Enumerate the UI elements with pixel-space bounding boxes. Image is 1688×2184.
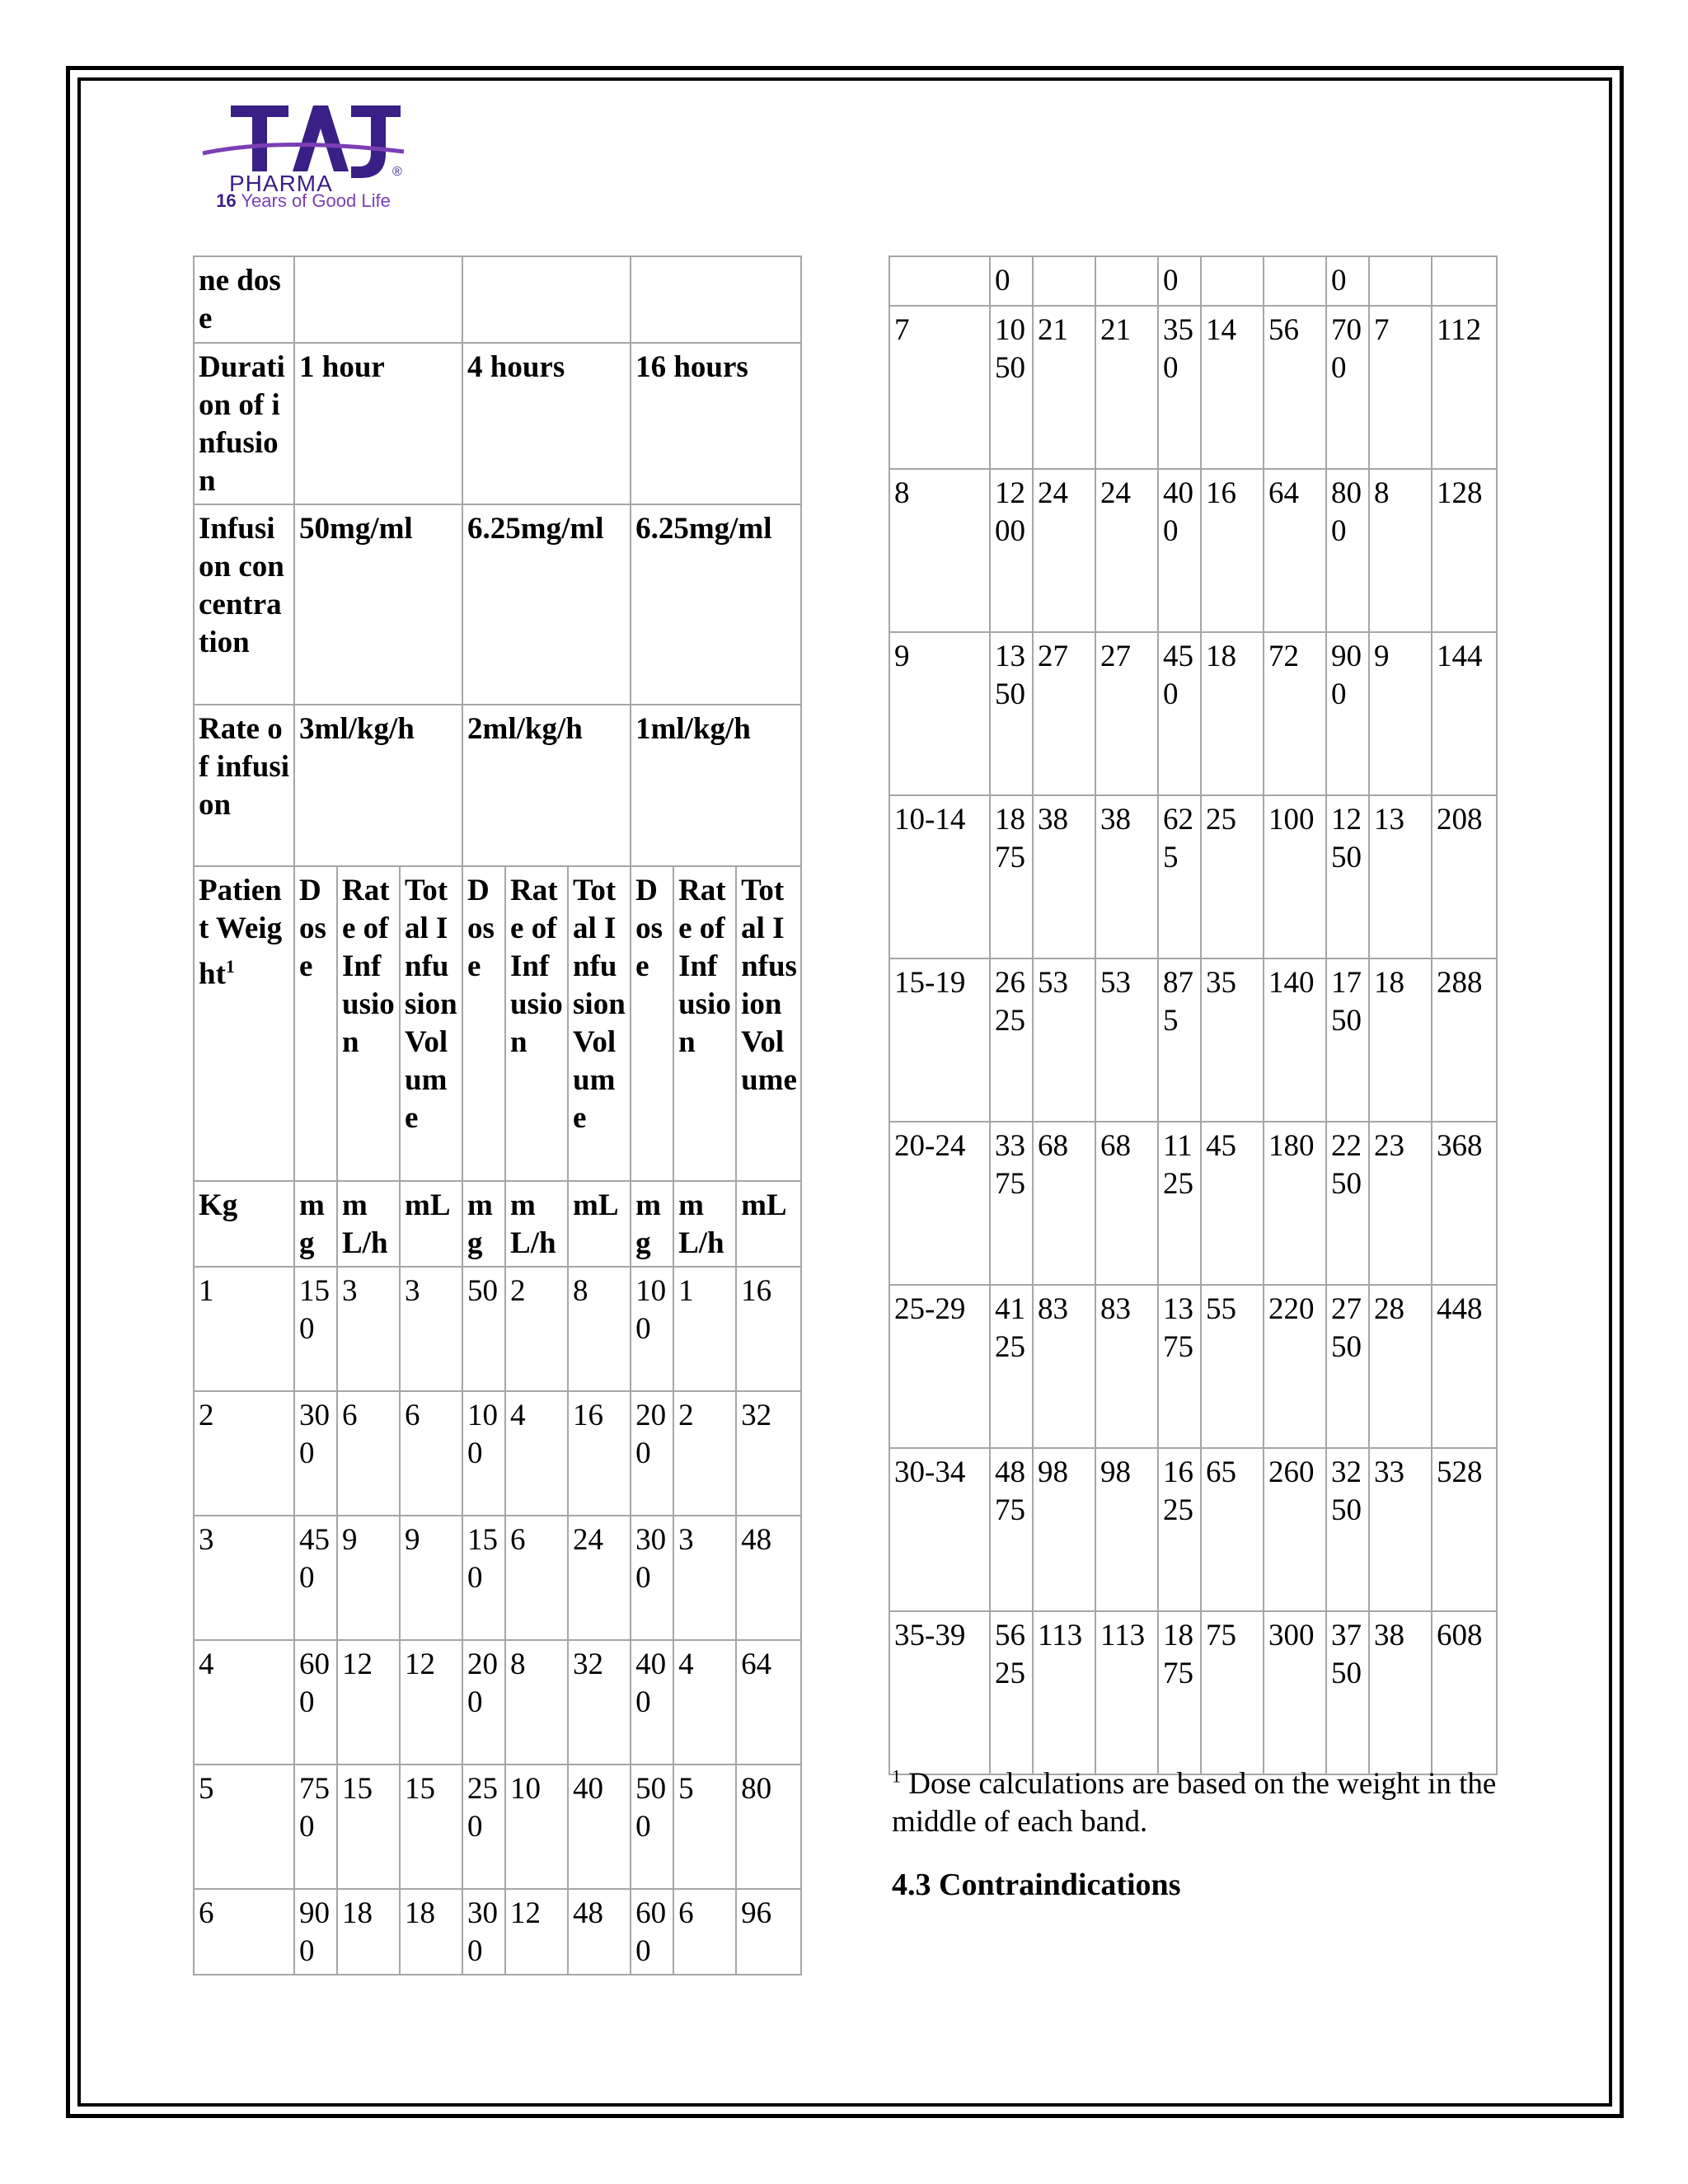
table-cell: 6	[337, 1391, 400, 1516]
table-cell: 300	[631, 1516, 673, 1640]
table-cell: 53	[1033, 958, 1095, 1122]
table-cell: 8	[889, 469, 990, 632]
table-cell: 68	[1095, 1122, 1158, 1285]
table-cell: 1875	[990, 795, 1033, 958]
table-cell: 1	[673, 1267, 736, 1391]
row-label: Rate of infusion	[194, 705, 294, 866]
column-header: Total Infusion Volume	[400, 866, 462, 1181]
table-row	[194, 1267, 801, 1391]
table-cell: 600	[631, 1889, 673, 1975]
table-row	[194, 1516, 801, 1640]
table-cell: 16	[1201, 469, 1264, 632]
table-row	[194, 1640, 801, 1765]
table-cell: 16	[736, 1267, 801, 1391]
table-cell: 6	[400, 1391, 462, 1516]
table-cell: 5	[194, 1765, 294, 1889]
table-cell: 0	[1326, 256, 1369, 306]
table-cell: 55	[1201, 1285, 1264, 1448]
table-cell: 53	[1095, 958, 1158, 1122]
table-cell: 4	[194, 1640, 294, 1765]
table-cell: 140	[1264, 958, 1326, 1122]
table-cell: 300	[294, 1391, 337, 1516]
table-cell: 2ml/kg/h	[462, 705, 631, 866]
table-cell: 500	[631, 1765, 673, 1889]
unit-cell: mL	[736, 1181, 801, 1267]
svg-text:®: ®	[392, 165, 402, 179]
table-cell: 2	[194, 1391, 294, 1516]
column-header-patient-weight: Patient Weight$^1$	[194, 866, 294, 1181]
table-cell: 9	[1369, 632, 1432, 795]
table-cell: 25-29	[889, 1285, 990, 1448]
table-cell: 300	[1264, 1611, 1326, 1774]
table-cell: 16 hours	[631, 343, 801, 504]
table-row	[194, 256, 801, 343]
table-cell: 72	[1264, 632, 1326, 795]
table-cell: 12	[400, 1640, 462, 1765]
table-cell: 21	[1033, 306, 1095, 469]
table-row	[889, 795, 1497, 958]
table-cell: 350	[1158, 306, 1201, 469]
table-cell: 180	[1264, 1122, 1326, 1285]
table-cell: 80	[736, 1765, 801, 1889]
unit-cell: mL/h	[673, 1181, 736, 1267]
table-cell: 6.25mg/ml	[462, 504, 631, 705]
table-row	[194, 705, 801, 866]
dosing-table-right	[889, 255, 1498, 1775]
table-cell: 1ml/kg/h	[631, 705, 801, 866]
table-cell: 45	[1201, 1122, 1264, 1285]
table-row	[889, 1611, 1497, 1774]
table-row	[889, 1285, 1497, 1448]
table-cell: 18	[1369, 958, 1432, 1122]
table-cell: 113	[1033, 1611, 1095, 1774]
table-cell: 1625	[1158, 1448, 1201, 1611]
logo-tagline: 16 Years of Good Life	[216, 190, 391, 211]
dosing-table-left	[193, 255, 802, 1975]
table-cell: 400	[1158, 469, 1201, 632]
table-cell: 700	[1326, 306, 1369, 469]
table-cell: 528	[1432, 1448, 1497, 1611]
table-row	[889, 256, 1497, 306]
column-header-row	[194, 866, 801, 1181]
table-cell: 2625	[990, 958, 1033, 1122]
table-cell: 48	[736, 1516, 801, 1640]
table-cell	[889, 256, 990, 306]
table-row	[194, 1765, 801, 1889]
table-cell: 56	[1264, 306, 1326, 469]
table-cell: 50	[462, 1267, 505, 1391]
column-header: Dose	[294, 866, 337, 1181]
table-cell: 6	[505, 1516, 568, 1640]
table-cell: 450	[294, 1516, 337, 1640]
table-cell: 3375	[990, 1122, 1033, 1285]
table-cell: 220	[1264, 1285, 1326, 1448]
table-cell: 15	[337, 1765, 400, 1889]
table-cell	[1201, 256, 1264, 306]
unit-cell: mL	[400, 1181, 462, 1267]
column-header: Total Infusion Volume	[568, 866, 631, 1181]
table-cell: 368	[1432, 1122, 1497, 1285]
unit-cell: Kg	[194, 1181, 294, 1267]
table-cell: 16	[568, 1391, 631, 1516]
table-cell: 0	[990, 256, 1033, 306]
table-cell: 38	[1095, 795, 1158, 958]
table-cell	[1432, 256, 1497, 306]
table-cell: 24	[1033, 469, 1095, 632]
table-cell: 96	[736, 1889, 801, 1975]
table-cell: 150	[294, 1267, 337, 1391]
table-cell: 12	[337, 1640, 400, 1765]
table-cell: 18	[337, 1889, 400, 1975]
table-cell	[1264, 256, 1326, 306]
table-row	[889, 1122, 1497, 1285]
table-cell: 112	[1432, 306, 1497, 469]
table-cell: 30-34	[889, 1448, 990, 1611]
table-cell: 448	[1432, 1285, 1497, 1448]
table-cell: 25	[1201, 795, 1264, 958]
table-cell: 288	[1432, 958, 1497, 1122]
table-cell: 4875	[990, 1448, 1033, 1611]
unit-cell: mg	[631, 1181, 673, 1267]
row-label: Duration of infusion	[194, 343, 294, 504]
table-cell: 200	[462, 1640, 505, 1765]
table-cell: 900	[1326, 632, 1369, 795]
table-cell: 144	[1432, 632, 1497, 795]
table-cell: 3750	[1326, 1611, 1369, 1774]
column-header: Rate of Infusion	[337, 866, 400, 1181]
table-cell: 3	[400, 1267, 462, 1391]
table-cell: 260	[1264, 1448, 1326, 1611]
table-cell: 2	[673, 1391, 736, 1516]
table-row	[889, 632, 1497, 795]
unit-cell: mL	[568, 1181, 631, 1267]
table-cell: 12	[505, 1889, 568, 1975]
table-cell: 3	[673, 1516, 736, 1640]
footnote: $^1$ Dose calculations are based on the weight in the middle of each band.	[892, 1765, 1497, 1839]
table-cell: 5	[673, 1765, 736, 1889]
table-cell: 7	[1369, 306, 1432, 469]
column-header: Total Infusion Volume	[736, 866, 801, 1181]
unit-cell: mL/h	[505, 1181, 568, 1267]
table-cell: 10-14	[889, 795, 990, 958]
table-cell: 98	[1095, 1448, 1158, 1611]
table-cell: 3ml/kg/h	[294, 705, 462, 866]
table-cell: 450	[1158, 632, 1201, 795]
table-cell: 200	[631, 1391, 673, 1516]
table-cell: 20-24	[889, 1122, 990, 1285]
logo-pharma-text: PHARMA	[229, 171, 333, 196]
table-cell: 4125	[990, 1285, 1033, 1448]
table-cell: 75	[1201, 1611, 1264, 1774]
table-cell: 1	[194, 1267, 294, 1391]
table-cell: 4	[673, 1640, 736, 1765]
table-cell: 13	[1369, 795, 1432, 958]
table-cell: 8	[1369, 469, 1432, 632]
table-cell: 35-39	[889, 1611, 990, 1774]
table-cell: 40	[568, 1765, 631, 1889]
table-cell: 6	[673, 1889, 736, 1975]
table-cell: 1050	[990, 306, 1033, 469]
table-cell: 900	[294, 1889, 337, 1975]
table-cell: 5625	[990, 1611, 1033, 1774]
table-cell	[462, 256, 631, 343]
table-row	[194, 343, 801, 504]
table-cell: 750	[294, 1765, 337, 1889]
table-cell: 3	[194, 1516, 294, 1640]
column-header: Dose	[631, 866, 673, 1181]
table-cell: 32	[568, 1640, 631, 1765]
table-cell: 2750	[1326, 1285, 1369, 1448]
table-cell: 98	[1033, 1448, 1095, 1611]
table-cell	[1095, 256, 1158, 306]
column-header: Dose	[462, 866, 505, 1181]
table-cell: 65	[1201, 1448, 1264, 1611]
table-cell: 6.25mg/ml	[631, 504, 801, 705]
column-header: Rate of Infusion	[505, 866, 568, 1181]
table-cell: 9	[889, 632, 990, 795]
table-cell: 150	[462, 1516, 505, 1640]
table-cell: 300	[462, 1889, 505, 1975]
table-cell: 38	[1033, 795, 1095, 958]
table-cell: 1200	[990, 469, 1033, 632]
table-cell: 21	[1095, 306, 1158, 469]
table-cell: 100	[462, 1391, 505, 1516]
table-row	[194, 504, 801, 705]
table-cell: 83	[1033, 1285, 1095, 1448]
unit-cell: mg	[462, 1181, 505, 1267]
table-cell: 48	[568, 1889, 631, 1975]
table-cell: 50mg/ml	[294, 504, 462, 705]
table-cell: 113	[1095, 1611, 1158, 1774]
table-cell: 128	[1432, 469, 1497, 632]
table-cell: 3	[337, 1267, 400, 1391]
table-cell: 10	[505, 1765, 568, 1889]
table-cell	[1033, 256, 1095, 306]
table-cell: 15-19	[889, 958, 990, 1122]
table-cell: 23	[1369, 1122, 1432, 1285]
table-cell: 1375	[1158, 1285, 1201, 1448]
table-cell: 9	[337, 1516, 400, 1640]
table-cell: 400	[631, 1640, 673, 1765]
table-cell: 800	[1326, 469, 1369, 632]
table-cell: 3250	[1326, 1448, 1369, 1611]
table-cell: 8	[505, 1640, 568, 1765]
row-label: Infusion concentration	[194, 504, 294, 705]
unit-cell: mL/h	[337, 1181, 400, 1267]
table-cell: 100	[631, 1267, 673, 1391]
table-cell: 100	[1264, 795, 1326, 958]
table-row	[194, 1391, 801, 1516]
table-row	[194, 1889, 801, 1975]
table-cell: 1750	[1326, 958, 1369, 1122]
table-row	[889, 306, 1497, 469]
table-cell: 600	[294, 1640, 337, 1765]
table-cell: 250	[462, 1765, 505, 1889]
table-cell: 1875	[1158, 1611, 1201, 1774]
table-cell: 8	[568, 1267, 631, 1391]
table-cell: 68	[1033, 1122, 1095, 1285]
table-cell: 64	[1264, 469, 1326, 632]
table-cell: 27	[1033, 632, 1095, 795]
table-cell: 608	[1432, 1611, 1497, 1774]
table-cell: 35	[1201, 958, 1264, 1122]
table-cell: 24	[1095, 469, 1158, 632]
table-cell: 28	[1369, 1285, 1432, 1448]
table-cell: 15	[400, 1765, 462, 1889]
unit-row	[194, 1181, 801, 1267]
table-cell: 625	[1158, 795, 1201, 958]
table-cell	[1369, 256, 1432, 306]
table-row	[889, 469, 1497, 632]
table-row	[889, 1448, 1497, 1611]
table-cell: 33	[1369, 1448, 1432, 1611]
table-cell	[294, 256, 462, 343]
table-cell: 27	[1095, 632, 1158, 795]
unit-cell: mg	[294, 1181, 337, 1267]
table-cell: 14	[1201, 306, 1264, 469]
table-cell: 38	[1369, 1611, 1432, 1774]
table-cell: 4 hours	[462, 343, 631, 504]
table-cell: 18	[1201, 632, 1264, 795]
table-cell: 208	[1432, 795, 1497, 958]
column-header: Rate of Infusion	[673, 866, 736, 1181]
table-cell: 875	[1158, 958, 1201, 1122]
row-label: ne dose	[194, 256, 294, 343]
table-cell: 32	[736, 1391, 801, 1516]
table-cell: 4	[505, 1391, 568, 1516]
table-cell: 7	[889, 306, 990, 469]
table-cell	[631, 256, 801, 343]
table-cell: 83	[1095, 1285, 1158, 1448]
table-row	[889, 958, 1497, 1122]
table-cell: 2	[505, 1267, 568, 1391]
table-cell: 24	[568, 1516, 631, 1640]
table-cell: 1350	[990, 632, 1033, 795]
table-cell: 1250	[1326, 795, 1369, 958]
table-cell: 0	[1158, 256, 1201, 306]
table-cell: 9	[400, 1516, 462, 1640]
table-cell: 2250	[1326, 1122, 1369, 1285]
table-cell: 1 hour	[294, 343, 462, 504]
table-cell: 1125	[1158, 1122, 1201, 1285]
table-cell: 64	[736, 1640, 801, 1765]
section-heading: 4.3 Contraindications	[892, 1868, 1181, 1902]
table-cell: 18	[400, 1889, 462, 1975]
table-cell: 6	[194, 1889, 294, 1975]
